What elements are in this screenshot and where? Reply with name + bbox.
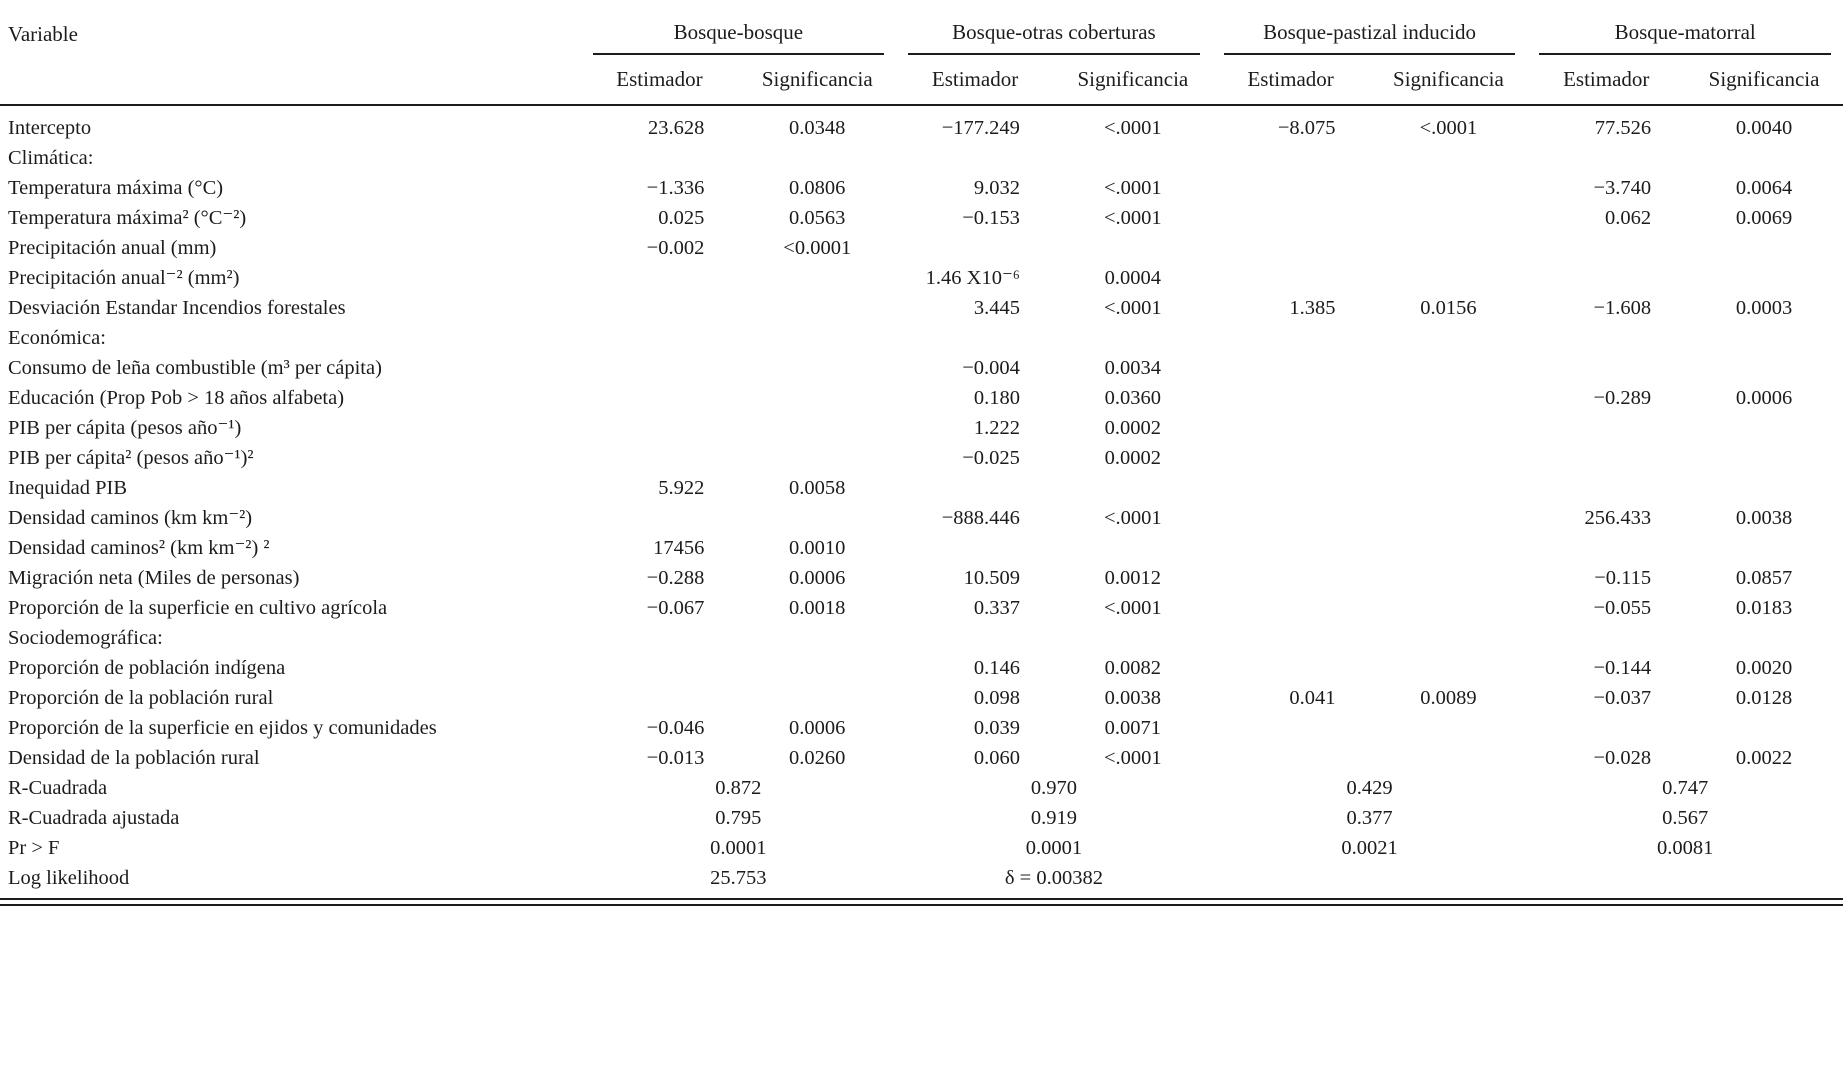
estimator-cell: −0.025 xyxy=(962,447,1020,469)
significance-cell: 0.0064 xyxy=(1735,177,1793,199)
summary-cell: δ = 0.00382 xyxy=(1004,867,1103,889)
estimator-cell xyxy=(896,323,1054,353)
estimator-cell xyxy=(1527,413,1685,443)
row-variable: R-Cuadrada xyxy=(8,777,108,799)
estimator-cell xyxy=(581,623,739,653)
estimator-cell: −0.046 xyxy=(646,717,705,739)
estimator-cell xyxy=(1212,443,1370,473)
table-row xyxy=(0,593,1843,623)
significance-cell xyxy=(1370,503,1528,533)
subheader-estimador: Estimador xyxy=(1212,55,1370,106)
summary-cell: 0.0081 xyxy=(1656,837,1714,859)
significance-cell xyxy=(1370,713,1528,743)
summary-cell: 0.872 xyxy=(715,777,762,799)
estimator-cell: 256.433 xyxy=(1584,507,1652,529)
summary-cell xyxy=(1212,863,1528,893)
significance-cell xyxy=(1685,443,1843,473)
significance-cell xyxy=(738,413,896,443)
significance-cell xyxy=(1054,323,1212,353)
group-header-row xyxy=(0,8,1843,55)
significance-cell: 0.0260 xyxy=(789,747,846,769)
estimator-cell xyxy=(1527,353,1685,383)
row-variable: Intercepto xyxy=(8,117,92,139)
significance-cell xyxy=(1685,263,1843,293)
estimator-cell: −0.115 xyxy=(1594,567,1652,589)
estimator-cell: −0.144 xyxy=(1593,657,1652,679)
significance-cell: 0.0002 xyxy=(1104,447,1162,469)
table-row xyxy=(0,443,1843,473)
estimator-cell: −0.002 xyxy=(646,237,705,259)
summary-cell: 0.0001 xyxy=(710,837,767,859)
estimator-cell xyxy=(1212,563,1370,593)
summary-cell: 0.0021 xyxy=(1341,837,1398,859)
estimator-cell xyxy=(1212,413,1370,443)
section-label: Sociodemográfica: xyxy=(8,627,163,649)
significance-cell: 0.0857 xyxy=(1735,567,1793,589)
significance-cell xyxy=(738,383,896,413)
group-header-bosque-bosque: Bosque-bosque xyxy=(581,8,897,55)
significance-cell: 0.0156 xyxy=(1420,297,1477,319)
significance-cell xyxy=(1370,743,1528,773)
estimator-cell: 5.922 xyxy=(658,477,705,499)
row-variable: Proporción de la superficie en ejidos y comunidades xyxy=(8,717,437,739)
table-row xyxy=(0,653,1843,683)
significance-cell xyxy=(738,503,896,533)
row-variable: Consumo de leña combustible (m³ per cápita) xyxy=(8,357,382,379)
significance-cell xyxy=(738,323,896,353)
significance-cell xyxy=(1685,233,1843,263)
estimator-cell xyxy=(1212,743,1370,773)
significance-cell xyxy=(1370,473,1528,503)
section-row xyxy=(0,623,1843,653)
row-variable: R-Cuadrada ajustada xyxy=(8,807,180,829)
significance-cell xyxy=(1370,233,1528,263)
significance-cell: 0.0069 xyxy=(1735,207,1793,229)
row-variable: PIB per cápita² (pesos año⁻¹)² xyxy=(8,447,254,469)
table-row xyxy=(0,353,1843,383)
significance-cell: <.0001 xyxy=(1103,747,1162,769)
estimator-cell xyxy=(581,413,739,443)
estimator-cell xyxy=(1527,443,1685,473)
significance-cell xyxy=(1685,473,1843,503)
estimator-cell xyxy=(1527,623,1685,653)
table-body xyxy=(0,106,1843,893)
significance-cell: 0.0006 xyxy=(789,567,846,589)
estimator-cell: −0.028 xyxy=(1593,747,1652,769)
estimator-cell: −0.153 xyxy=(962,207,1020,229)
significance-cell: 0.0058 xyxy=(789,477,846,499)
estimator-cell xyxy=(1212,653,1370,683)
significance-cell: 0.0038 xyxy=(1104,687,1162,709)
estimator-cell xyxy=(1212,173,1370,203)
row-variable: Densidad de la población rural xyxy=(8,747,260,769)
estimator-cell: 17456 xyxy=(653,537,705,559)
row-variable: Inequidad PIB xyxy=(8,477,127,499)
significance-cell xyxy=(1685,323,1843,353)
estimator-cell xyxy=(1527,713,1685,743)
bottom-double-rule xyxy=(0,898,1843,906)
row-variable: Proporción de la población rural xyxy=(8,687,274,709)
table-row xyxy=(0,563,1843,593)
significance-cell: 0.0082 xyxy=(1104,657,1162,679)
summary-cell: 0.0001 xyxy=(1025,837,1083,859)
row-variable: Pr > F xyxy=(8,837,60,859)
estimator-cell: 0.062 xyxy=(1605,207,1652,229)
estimator-cell xyxy=(1212,503,1370,533)
significance-cell xyxy=(1370,563,1528,593)
significance-cell: 0.0360 xyxy=(1104,387,1162,409)
significance-cell: <.0001 xyxy=(1419,117,1478,139)
estimator-cell: 9.032 xyxy=(973,177,1020,199)
estimator-cell: −1.336 xyxy=(646,177,705,199)
row-variable: Densidad caminos² (km km⁻²) ² xyxy=(8,537,270,559)
significance-cell xyxy=(1370,653,1528,683)
significance-cell: 0.0003 xyxy=(1735,297,1793,319)
table-row xyxy=(0,106,1843,143)
significance-cell: 0.0806 xyxy=(789,177,846,199)
significance-cell xyxy=(738,443,896,473)
significance-cell xyxy=(1685,143,1843,173)
table-row xyxy=(0,203,1843,233)
estimator-cell: 23.628 xyxy=(647,117,705,139)
estimator-cell: 0.041 xyxy=(1289,687,1336,709)
significance-cell xyxy=(1370,443,1528,473)
estimator-cell: 0.337 xyxy=(973,597,1020,619)
estimator-cell: 0.039 xyxy=(973,717,1020,739)
significance-cell xyxy=(738,683,896,713)
significance-cell: 0.0089 xyxy=(1420,687,1477,709)
estimator-cell: −8.075 xyxy=(1277,117,1336,139)
subheader-significancia: Significancia xyxy=(738,55,896,106)
estimator-cell: 1.46 X10⁻⁶ xyxy=(925,267,1020,289)
significance-cell xyxy=(1370,203,1528,233)
estimator-cell xyxy=(896,233,1054,263)
estimator-cell: 1.222 xyxy=(973,417,1020,439)
significance-cell: 0.0002 xyxy=(1104,417,1162,439)
significance-cell: 0.0038 xyxy=(1735,507,1793,529)
estimator-cell xyxy=(1527,263,1685,293)
significance-cell xyxy=(738,263,896,293)
significance-cell: 0.0004 xyxy=(1104,267,1162,289)
significance-cell: 0.0034 xyxy=(1104,357,1162,379)
significance-cell: 0.0020 xyxy=(1735,657,1793,679)
significance-cell xyxy=(1054,143,1212,173)
group-header-bosque-pastizal-inducido: Bosque-pastizal inducido xyxy=(1212,8,1528,55)
summary-row xyxy=(0,803,1843,833)
subheader-significancia: Significancia xyxy=(1054,55,1212,106)
row-variable: Temperatura máxima (°C) xyxy=(8,177,224,199)
table-row xyxy=(0,413,1843,443)
estimator-cell: 0.098 xyxy=(973,687,1020,709)
section-row xyxy=(0,323,1843,353)
significance-cell: 0.0006 xyxy=(1735,387,1793,409)
estimator-cell xyxy=(581,143,739,173)
section-label: Climática: xyxy=(8,147,94,169)
table-row xyxy=(0,533,1843,563)
estimator-cell xyxy=(1212,533,1370,563)
row-variable: Educación (Prop Pob > 18 años alfabeta) xyxy=(8,387,345,409)
significance-cell: <.0001 xyxy=(1103,117,1162,139)
significance-cell: <.0001 xyxy=(1103,597,1162,619)
table-row xyxy=(0,503,1843,533)
estimator-cell: −0.004 xyxy=(962,357,1020,379)
estimator-cell xyxy=(581,653,739,683)
estimator-cell xyxy=(581,323,739,353)
table-header xyxy=(0,8,1843,106)
estimator-cell xyxy=(896,623,1054,653)
estimator-cell xyxy=(581,443,739,473)
row-variable: Precipitación anual (mm) xyxy=(8,237,217,259)
table-row xyxy=(0,713,1843,743)
table-row xyxy=(0,173,1843,203)
significance-cell: 0.0012 xyxy=(1104,567,1162,589)
significance-cell xyxy=(1054,233,1212,263)
estimator-cell xyxy=(581,503,739,533)
estimator-cell: −177.249 xyxy=(941,117,1020,139)
summary-cell: 0.377 xyxy=(1346,807,1393,829)
estimator-cell: 77.526 xyxy=(1594,117,1652,139)
section-label: Económica: xyxy=(8,327,106,349)
significance-cell xyxy=(738,143,896,173)
significance-cell: 0.0128 xyxy=(1735,687,1793,709)
estimator-cell: 0.025 xyxy=(658,207,705,229)
significance-cell: 0.0183 xyxy=(1735,597,1793,619)
summary-cell xyxy=(1527,863,1843,893)
significance-cell: <.0001 xyxy=(1103,507,1162,529)
estimator-cell xyxy=(581,383,739,413)
significance-cell xyxy=(1685,713,1843,743)
group-header-bosque-matorral: Bosque-matorral xyxy=(1527,8,1843,55)
estimator-cell xyxy=(1527,473,1685,503)
estimator-cell xyxy=(1212,233,1370,263)
row-variable: Temperatura máxima² (°C⁻²) xyxy=(8,207,247,229)
significance-cell: 0.0018 xyxy=(789,597,846,619)
estimator-cell xyxy=(1527,143,1685,173)
table-row xyxy=(0,383,1843,413)
estimator-cell: −1.608 xyxy=(1593,297,1652,319)
estimator-cell: −0.013 xyxy=(646,747,705,769)
estimator-cell xyxy=(896,473,1054,503)
estimator-cell: 0.060 xyxy=(973,747,1020,769)
significance-cell xyxy=(1370,383,1528,413)
estimator-cell xyxy=(581,263,739,293)
summary-row xyxy=(0,773,1843,803)
estimator-cell xyxy=(1212,203,1370,233)
significance-cell xyxy=(738,653,896,683)
subheader-estimador: Estimador xyxy=(1527,55,1685,106)
table-row xyxy=(0,743,1843,773)
estimator-cell: −0.288 xyxy=(646,567,705,589)
estimator-cell: 1.385 xyxy=(1289,297,1336,319)
estimator-cell xyxy=(896,143,1054,173)
estimator-cell xyxy=(1527,233,1685,263)
significance-cell: <.0001 xyxy=(1103,207,1162,229)
subheader-significancia: Significancia xyxy=(1685,55,1843,106)
significance-cell: <0.0001 xyxy=(783,237,852,259)
table-row xyxy=(0,233,1843,263)
estimator-cell xyxy=(1212,713,1370,743)
estimator-cell xyxy=(581,683,739,713)
summary-cell: 0.567 xyxy=(1662,807,1709,829)
estimator-cell: −3.740 xyxy=(1593,177,1652,199)
significance-cell xyxy=(1370,533,1528,563)
summary-cell: 0.970 xyxy=(1030,777,1077,799)
subheader-significancia: Significancia xyxy=(1370,55,1528,106)
row-variable: Proporción de población indígena xyxy=(8,657,286,679)
significance-cell xyxy=(1054,473,1212,503)
estimator-cell xyxy=(1212,383,1370,413)
significance-cell: 0.0040 xyxy=(1735,117,1793,139)
significance-cell xyxy=(1685,623,1843,653)
estimator-cell: 0.180 xyxy=(973,387,1020,409)
significance-cell xyxy=(1054,623,1212,653)
summary-row xyxy=(0,833,1843,863)
significance-cell xyxy=(738,623,896,653)
estimator-cell xyxy=(1212,623,1370,653)
subheader-estimador: Estimador xyxy=(896,55,1054,106)
significance-cell: 0.0022 xyxy=(1735,747,1793,769)
significance-cell xyxy=(1685,533,1843,563)
row-variable: Precipitación anual⁻² (mm²) xyxy=(8,267,240,289)
estimator-cell: 10.509 xyxy=(963,567,1020,589)
summary-cell: 0.795 xyxy=(715,807,762,829)
summary-cell: 0.429 xyxy=(1346,777,1393,799)
significance-cell xyxy=(1370,263,1528,293)
significance-cell xyxy=(1370,323,1528,353)
estimator-cell: −0.067 xyxy=(646,597,705,619)
variable-column-header: Variable xyxy=(0,8,581,106)
significance-cell xyxy=(1054,533,1212,563)
estimator-cell xyxy=(896,533,1054,563)
estimator-cell xyxy=(1527,533,1685,563)
table-row xyxy=(0,473,1843,503)
summary-row xyxy=(0,863,1843,893)
significance-cell: 0.0006 xyxy=(789,717,846,739)
significance-cell: <.0001 xyxy=(1103,177,1162,199)
significance-cell: 0.0071 xyxy=(1104,717,1162,739)
estimator-cell xyxy=(1212,473,1370,503)
estimator-cell: 0.146 xyxy=(973,657,1020,679)
significance-cell xyxy=(1370,413,1528,443)
row-variable: Log likelihood xyxy=(8,867,130,889)
estimator-cell xyxy=(581,353,739,383)
group-header-bosque-otras-coberturas: Bosque-otras coberturas xyxy=(896,8,1212,55)
estimator-cell: −888.446 xyxy=(941,507,1020,529)
row-variable: Migración neta (Miles de personas) xyxy=(8,567,300,589)
estimator-cell xyxy=(1212,263,1370,293)
significance-cell xyxy=(1370,143,1528,173)
significance-cell xyxy=(1370,173,1528,203)
estimator-cell xyxy=(1212,143,1370,173)
row-variable: Proporción de la superficie en cultivo agrícola xyxy=(8,597,388,619)
summary-cell: 0.747 xyxy=(1662,777,1709,799)
estimator-cell xyxy=(1212,323,1370,353)
significance-cell: 0.0010 xyxy=(789,537,846,559)
estimator-cell xyxy=(1527,323,1685,353)
estimator-cell: −0.289 xyxy=(1593,387,1652,409)
row-variable: PIB per cápita (pesos año⁻¹) xyxy=(8,417,242,439)
estimator-cell: −0.037 xyxy=(1593,687,1652,709)
significance-cell xyxy=(1370,353,1528,383)
significance-cell xyxy=(1370,623,1528,653)
estimator-cell xyxy=(581,293,739,323)
results-table xyxy=(0,8,1843,893)
table-row xyxy=(0,683,1843,713)
summary-cell: 25.753 xyxy=(710,867,767,889)
significance-cell xyxy=(738,353,896,383)
subheader-estimador: Estimador xyxy=(581,55,739,106)
summary-cell: 0.919 xyxy=(1030,807,1077,829)
significance-cell xyxy=(1685,413,1843,443)
row-variable: Densidad caminos (km km⁻²) xyxy=(8,507,253,529)
estimator-cell: 3.445 xyxy=(973,297,1020,319)
section-row xyxy=(0,143,1843,173)
significance-cell: 0.0348 xyxy=(789,117,846,139)
significance-cell: 0.0563 xyxy=(789,207,846,229)
estimator-cell: −0.055 xyxy=(1593,597,1652,619)
estimator-cell xyxy=(1212,353,1370,383)
table-row xyxy=(0,293,1843,323)
table-row xyxy=(0,263,1843,293)
row-variable: Desviación Estandar Incendios forestales xyxy=(8,297,346,319)
significance-cell xyxy=(1370,593,1528,623)
estimator-cell xyxy=(1212,593,1370,623)
significance-cell: <.0001 xyxy=(1103,297,1162,319)
significance-cell xyxy=(738,293,896,323)
significance-cell xyxy=(1685,353,1843,383)
